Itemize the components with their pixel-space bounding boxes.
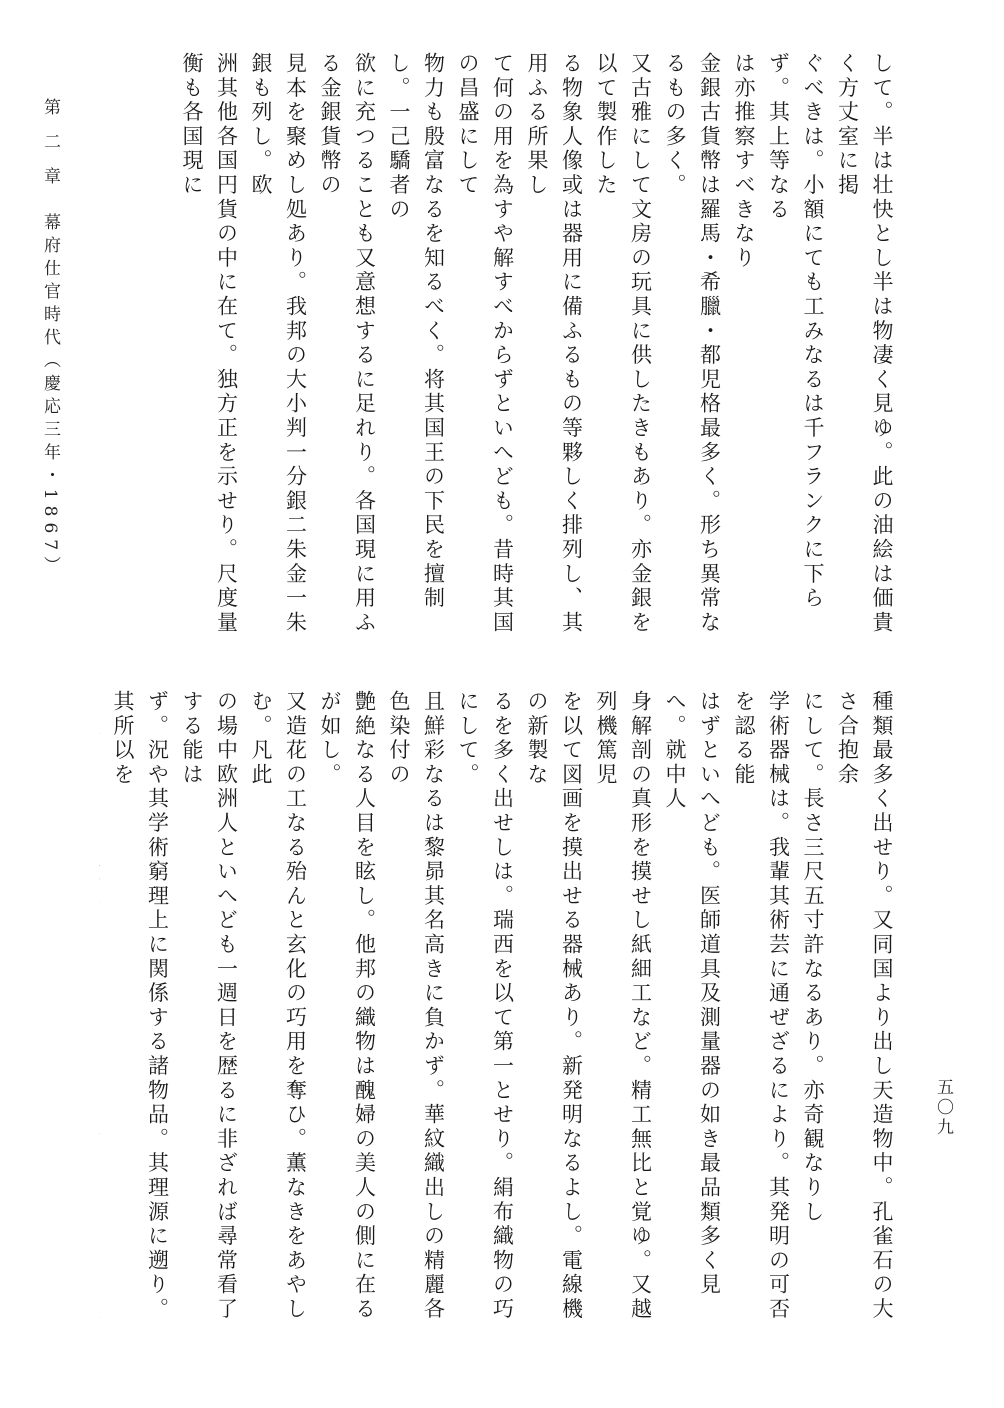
- text-line: 身解剖の真形を摸せし紙細工など。精工無比と覚ゆ。又越列機篤児: [594, 690, 653, 1322]
- text-line: 種類最多く出せり。又同国より出し天造物中。孔雀石の大さ合抱余: [835, 690, 894, 1322]
- text-line: ず。況や其学術窮理上に関係する諸物品。其理源に遡り。其所以を: [111, 690, 170, 1322]
- text-line: 艶絶なる人目を眩し。他邦の織物は醜婦の美人の側に在るが如し。: [318, 690, 377, 1322]
- text-line: 又古雅にして文房の玩具に供したきもあり。亦金銀を以て製作した: [594, 52, 653, 636]
- text-line: 又造花の工なる殆んと玄化の巧用を奪ひ。薫なきをあやしむ。凡此: [249, 690, 308, 1322]
- text-line: 且鮮彩なるは黎昴其名高きに負かず。華紋織出しの精麗各色染付の: [387, 690, 446, 1322]
- text-line: 欲に充つることも又意想するに足れり。各国現に用ふる金銀貨幣の: [318, 52, 377, 636]
- text-line: 物力も殷富なるを知るべく。将其国王の下民を擅制し。一己驕者の: [387, 52, 446, 611]
- text-line: にして。長さ三尺五寸許なるあり。亦奇観なりし: [801, 690, 825, 1225]
- text-line: 金銀古貨幣は羅馬・希臘・都児格最多く。形ち異常なるもの多く。: [663, 52, 722, 636]
- text-line: して。半は壮快とし半は物凄く見ゆ。此の油絵は価貴く方丈室に掲: [835, 52, 894, 636]
- text-line: の場中欧洲人といへども一週日を歴るに非ざれば尋常看了する能は: [180, 690, 239, 1322]
- text-block-bottom: [99, 690, 899, 1330]
- text-line: るを多く出せしは。瑞西を以て第一とせり。絹布織物の巧にして。: [456, 690, 515, 1322]
- text-line: て何の用を為すや解すべからずといへども。昔時其国の昌盛にして: [456, 52, 515, 636]
- text-line: はずといへども。医師道具及測量器の如き最品類多く見へ。就中人: [663, 690, 722, 1298]
- text-line: を以て図画を摸出せる器械あり。新発明なるよし。電線機の新製な: [525, 690, 584, 1322]
- page-number: 五〇九: [933, 1078, 953, 1138]
- running-footer: 第 二 章 幕府仕官時代（慶応三年・1867）: [40, 98, 60, 580]
- text-line: 学術器械は。我輩其術芸に通ぜざるにより。其発明の可否を認る能: [732, 690, 791, 1322]
- text-line: る物象人像或は器用に備ふるもの等夥しく排列し、其用ふる所果し: [525, 52, 584, 636]
- text-line: 洲其他各国円貨の中に在て。独方正を示せり。尺度量衡も各国現に: [180, 52, 239, 636]
- text-line: は亦推察すべきなり: [732, 52, 756, 271]
- text-line: [99, 690, 106, 1330]
- text-line: 見本を聚めし処あり。我邦の大小判一分銀二朱金一朱銀も列し。欧: [249, 52, 308, 636]
- text-block-top: [179, 52, 899, 637]
- text-line: ぐべきは。小額にても工みなるは千フランクに下らず。其上等なる: [766, 52, 825, 611]
